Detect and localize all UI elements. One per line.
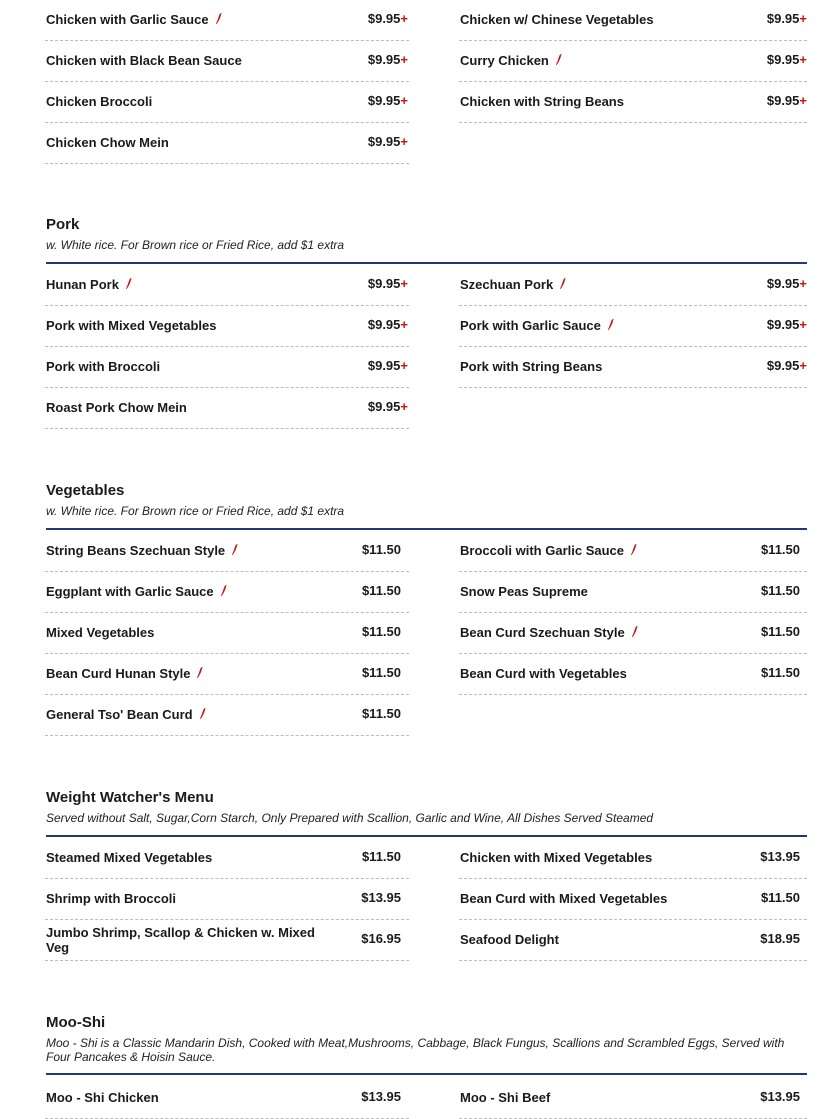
price-value: $9.95 <box>367 11 401 26</box>
menu-item[interactable] <box>459 41 807 82</box>
pork-left-column <box>45 265 409 429</box>
menu-item-price <box>761 890 800 905</box>
price-value: $9.95 <box>367 399 401 414</box>
upgrade-plus-sign: + <box>799 93 807 108</box>
menu-item[interactable] <box>45 654 409 695</box>
menu-item[interactable] <box>459 306 807 347</box>
menu-item-name-text: Moo - Shi Chicken <box>46 1090 159 1105</box>
price-value: $9.95 <box>766 276 800 291</box>
chili-pepper-icon <box>215 13 223 28</box>
menu-item[interactable] <box>45 613 409 654</box>
menu-item[interactable] <box>45 265 409 306</box>
upgrade-plus-sign: + <box>400 317 408 332</box>
price-value: $13.95 <box>760 1089 800 1104</box>
section-divider <box>46 835 807 837</box>
weight-watchers-right-column <box>459 838 807 961</box>
menu-item-price <box>362 542 401 557</box>
section-note: w. White rice. For Brown rice or Fried Rice, add $1 extra <box>46 504 345 518</box>
menu-item-name-text: Eggplant with Garlic Sauce <box>46 584 214 599</box>
upgrade-plus-sign: + <box>799 11 807 26</box>
price-value: $9.95 <box>766 52 800 67</box>
menu-item-name-text: Pork with String Beans <box>460 359 603 374</box>
menu-item-price <box>362 706 401 721</box>
price-value: $9.95 <box>367 93 401 108</box>
menu-item-name <box>46 707 207 723</box>
chicken-left-column <box>45 0 409 164</box>
price-value: $9.95 <box>766 93 800 108</box>
menu-item[interactable] <box>459 347 807 388</box>
menu-item-name-text: Chicken with String Beans <box>460 94 624 109</box>
price-value: $13.95 <box>760 849 800 864</box>
menu-item-name <box>46 850 212 865</box>
menu-item-price <box>767 317 807 332</box>
menu-item-price <box>368 134 408 149</box>
price-value: $11.50 <box>760 890 800 905</box>
section-title: Pork <box>46 216 80 233</box>
menu-item-name-text: Chicken Broccoli <box>46 94 153 109</box>
menu-item-price <box>760 849 800 864</box>
chicken-right-column <box>459 0 807 123</box>
upgrade-plus-sign: + <box>799 358 807 373</box>
menu-item-name <box>460 850 652 865</box>
vegetables-left-column <box>45 531 409 736</box>
chili-pepper-icon <box>559 278 567 293</box>
price-value: $11.50 <box>760 542 800 557</box>
menu-item[interactable] <box>45 695 409 736</box>
price-value: $9.95 <box>367 52 401 67</box>
menu-item-name-text: Chicken Chow Mein <box>46 135 169 150</box>
menu-item-name <box>46 666 204 682</box>
section-note: Served without Salt, Sugar,Corn Starch, Only Prepared with Scallion, Garlic and Wine, All Dishes Served Steamed <box>46 811 654 825</box>
chili-pepper-icon <box>220 585 228 600</box>
menu-item-name <box>460 277 567 293</box>
menu-item-name <box>460 666 627 681</box>
chili-pepper-icon <box>631 626 639 641</box>
menu-item-name-text: Roast Pork Chow Mein <box>46 400 187 415</box>
menu-item-price <box>368 399 408 414</box>
menu-item[interactable] <box>45 838 409 879</box>
chili-pepper-icon <box>555 54 563 69</box>
price-value: $11.50 <box>760 665 800 680</box>
menu-item-name <box>46 277 133 293</box>
upgrade-plus-sign: + <box>400 134 408 149</box>
price-value: $9.95 <box>766 358 800 373</box>
menu-item-name <box>460 12 654 27</box>
upgrade-plus-sign: + <box>400 399 408 414</box>
menu-item-price <box>761 624 800 639</box>
menu-item[interactable] <box>45 82 409 123</box>
menu-item-name <box>460 318 615 334</box>
menu-item[interactable] <box>459 613 807 654</box>
price-value: $18.95 <box>760 931 800 946</box>
upgrade-plus-sign: + <box>799 276 807 291</box>
menu-item[interactable] <box>459 920 807 961</box>
menu-item-name-text: Bean Curd with Mixed Vegetables <box>460 891 668 906</box>
menu-item-name-text: Jumbo Shrimp, Scallop & Chicken w. Mixed Veg <box>46 925 315 955</box>
upgrade-plus-sign: + <box>799 52 807 67</box>
menu-item[interactable] <box>459 838 807 879</box>
upgrade-plus-sign: + <box>400 52 408 67</box>
section-title: Vegetables <box>46 482 125 499</box>
upgrade-plus-sign: + <box>400 358 408 373</box>
menu-item-price <box>761 665 800 680</box>
price-value: $13.95 <box>361 890 401 905</box>
weight-watchers-left-column <box>45 838 409 961</box>
price-value: $13.95 <box>361 1089 401 1104</box>
section-divider <box>46 262 807 264</box>
menu-item[interactable] <box>45 347 409 388</box>
menu-item-name-text: Mixed Vegetables <box>46 625 155 640</box>
menu-item[interactable] <box>45 1078 409 1119</box>
menu-item-name <box>46 53 242 68</box>
menu-item-name-text: Bean Curd Hunan Style <box>46 666 191 681</box>
menu-item-price <box>767 276 807 291</box>
price-value: $9.95 <box>367 358 401 373</box>
menu-item-name-text: Pork with Broccoli <box>46 359 161 374</box>
menu-item[interactable] <box>45 306 409 347</box>
menu-item[interactable] <box>459 0 807 41</box>
menu-item-price <box>761 583 800 598</box>
section-divider <box>46 528 807 530</box>
price-value: $9.95 <box>367 134 401 149</box>
menu-item-price <box>368 358 408 373</box>
menu-item-name-text: String Beans Szechuan Style <box>46 543 226 558</box>
menu-item-price <box>362 665 401 680</box>
menu-item[interactable] <box>459 572 807 613</box>
menu-item-name <box>460 625 639 641</box>
menu-item-name-text: Broccoli with Garlic Sauce <box>460 543 624 558</box>
menu-item[interactable] <box>459 265 807 306</box>
menu-item[interactable] <box>459 82 807 123</box>
menu-item-name-text: Pork with Garlic Sauce <box>460 318 601 333</box>
menu-item-price <box>361 1089 401 1104</box>
menu-item[interactable] <box>45 123 409 164</box>
menu-item-price <box>368 52 408 67</box>
price-value: $11.50 <box>361 665 401 680</box>
menu-item[interactable] <box>459 654 807 695</box>
menu-item[interactable] <box>45 879 409 920</box>
menu-item-name <box>460 932 559 947</box>
menu-item[interactable] <box>45 572 409 613</box>
menu-item-name-text: Chicken with Black Bean Sauce <box>46 53 242 68</box>
price-value: $16.95 <box>361 931 401 946</box>
menu-item-name-text: Shrimp with Broccoli <box>46 891 177 906</box>
price-value: $9.95 <box>367 317 401 332</box>
menu-item-name-text: Moo - Shi Beef <box>460 1090 551 1105</box>
menu-item-price <box>760 1089 800 1104</box>
menu-item-name <box>460 891 667 906</box>
section-divider <box>46 1073 807 1075</box>
menu-item-name-text: Szechuan Pork <box>460 277 554 292</box>
menu-item-name-text: Chicken w/ Chinese Vegetables <box>460 12 654 27</box>
moo-shi-right-column <box>459 1078 807 1119</box>
menu-item-name-text: Curry Chicken <box>460 53 549 68</box>
menu-item-price <box>761 542 800 557</box>
menu-item-name-text: Pork with Mixed Vegetables <box>46 318 217 333</box>
menu-item[interactable] <box>45 0 409 41</box>
section-note: Moo - Shi is a Classic Mandarin Dish, Cooked with Meat,Mushrooms, Cabbage, Black Fungus, Scallions and Scrambled Eggs, Served with Four Pancakes & Hoisin Sauce. <box>46 1036 785 1064</box>
upgrade-plus-sign: + <box>400 276 408 291</box>
menu-item-name <box>46 891 176 906</box>
menu-item-name-text: Snow Peas Supreme <box>460 584 588 599</box>
menu-item-name <box>460 94 624 109</box>
menu-item-name-text: Seafood Delight <box>460 932 559 947</box>
price-value: $11.50 <box>361 583 401 598</box>
menu-item[interactable] <box>45 388 409 429</box>
menu-item-name <box>46 94 152 109</box>
menu-item-price <box>760 931 800 946</box>
chili-pepper-icon <box>630 544 638 559</box>
chili-pepper-icon <box>231 544 239 559</box>
pork-right-column <box>459 265 807 388</box>
upgrade-plus-sign: + <box>799 317 807 332</box>
price-value: $11.50 <box>760 624 800 639</box>
menu-item-name <box>46 625 154 640</box>
price-value: $11.50 <box>361 849 401 864</box>
menu-item-name <box>46 1090 159 1105</box>
menu-item-price <box>361 890 401 905</box>
menu-item-name <box>46 400 187 415</box>
menu-item[interactable] <box>459 1078 807 1119</box>
price-value: $9.95 <box>766 317 800 332</box>
menu-item-name <box>46 584 228 600</box>
menu-item[interactable] <box>459 879 807 920</box>
menu-item-price <box>362 583 401 598</box>
price-value: $11.50 <box>361 706 401 721</box>
menu-item[interactable] <box>45 531 409 572</box>
menu-item-price <box>368 317 408 332</box>
chili-pepper-icon <box>199 708 207 723</box>
menu-item[interactable] <box>45 920 409 961</box>
menu-item[interactable] <box>459 531 807 572</box>
menu-item-name <box>46 318 217 333</box>
section-title: Moo-Shi <box>46 1014 106 1031</box>
chili-pepper-icon <box>196 667 204 682</box>
menu-item-price <box>767 11 807 26</box>
upgrade-plus-sign: + <box>400 93 408 108</box>
vegetables-right-column <box>459 531 807 695</box>
menu-item-price <box>362 624 401 639</box>
menu-item-name-text: Steamed Mixed Vegetables <box>46 850 213 865</box>
menu-item-price <box>767 358 807 373</box>
menu-item[interactable] <box>45 41 409 82</box>
menu-item-name <box>46 359 160 374</box>
menu-item-name <box>460 584 588 599</box>
menu-item-price <box>368 11 408 26</box>
moo-shi-left-column <box>45 1078 409 1119</box>
menu-item-name <box>460 359 602 374</box>
menu-item-name <box>46 135 169 150</box>
section-title: Weight Watcher's Menu <box>46 789 214 806</box>
price-value: $11.50 <box>361 542 401 557</box>
menu-item-price <box>361 931 401 946</box>
menu-item-name-text: Bean Curd Szechuan Style <box>460 625 625 640</box>
price-value: $11.50 <box>361 624 401 639</box>
price-value: $9.95 <box>766 11 800 26</box>
price-value: $9.95 <box>367 276 401 291</box>
menu-item-price <box>767 52 807 67</box>
menu-item-name <box>46 925 336 955</box>
section-note: w. White rice. For Brown rice or Fried Rice, add $1 extra <box>46 238 345 252</box>
menu-item-name-text: General Tso' Bean Curd <box>46 707 193 722</box>
menu-item-name-text: Chicken with Mixed Vegetables <box>460 850 653 865</box>
chili-pepper-icon <box>607 319 615 334</box>
menu-item-price <box>362 849 401 864</box>
menu-item-name-text: Bean Curd with Vegetables <box>460 666 627 681</box>
menu-item-name <box>46 543 239 559</box>
menu-item-name-text: Chicken with Garlic Sauce <box>46 12 209 27</box>
price-value: $11.50 <box>760 583 800 598</box>
menu-item-name <box>460 1090 550 1105</box>
menu-item-price <box>368 276 408 291</box>
menu-item-price <box>368 93 408 108</box>
upgrade-plus-sign: + <box>400 11 408 26</box>
menu-item-name <box>460 53 563 69</box>
chili-pepper-icon <box>125 278 133 293</box>
menu-item-name <box>460 543 638 559</box>
menu-item-name-text: Hunan Pork <box>46 277 119 292</box>
menu-item-price <box>767 93 807 108</box>
menu-item-name <box>46 12 223 28</box>
